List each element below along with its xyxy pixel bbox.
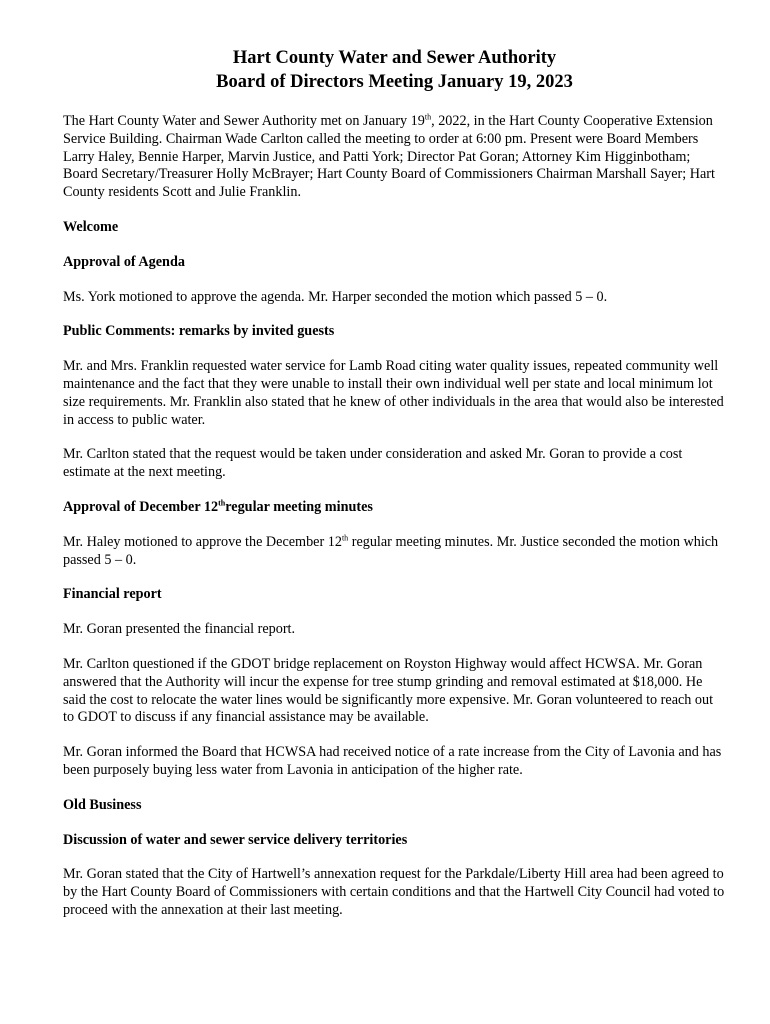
heading-approval-of-minutes — [63, 499, 726, 517]
title-line-1: Hart County Water and Sewer Authority — [232, 48, 557, 68]
document-title — [63, 46, 726, 94]
minutes-text-a: Mr. Haley motioned to approve the December 12 — [63, 533, 342, 550]
heading-old-business: Old Business — [63, 796, 142, 813]
heading-service-territories: Discussion of water and sewer service delivery territories — [63, 831, 408, 848]
title-line-2: Board of Directors Meeting January 19, 2023 — [216, 72, 573, 92]
minutes-paragraph — [63, 534, 726, 570]
intro-ordinal: th — [424, 112, 432, 122]
minutes-text-b: regular meeting minutes. Mr. Justice seconded the motion which passed 5 – 0. — [63, 533, 719, 568]
public-comments-paragraph-1: Mr. and Mrs. Franklin requested water service for Lamb Road citing water quality issues, repeated community well maintenance and the fact that they were unable to install their own individual well per state and local minimum lot size requirements. Mr. Franklin also stated that he knew of other individuals in the area that would also be interested in access to public water. — [63, 358, 724, 428]
intro-text-b: , 2022, in the Hart County Cooperative Extension Service Building. Chairman Wade Carlton called the meeting to order at 6:00 pm. Present were Board Members Larry Haley, Bennie Harper, Marvin Justice, and Patti York; Director Pat Goran; Attorney Kim Higginbotham; Board Secretary/Treasurer Holly McBrayer; Hart County Board of Commissioners Chairman Marshall Sayer; Hart County residents Scott and Julie Franklin. — [63, 113, 715, 201]
intro-text-a: The Hart County Water and Sewer Authority met on January 19 — [63, 113, 425, 129]
heading-approval-of-agenda: Approval of Agenda — [63, 253, 185, 270]
heading-welcome: Welcome — [63, 218, 119, 235]
minutes-heading-b: regular meeting minutes — [225, 498, 373, 515]
minutes-heading-ordinal: th — [218, 498, 226, 508]
financial-paragraph-3: Mr. Goran informed the Board that HCWSA had received notice of a rate increase from the City of Lavonia and has been purposely buying less water from Lavonia in anticipation of the higher rate. — [63, 744, 722, 778]
minutes-ordinal: th — [341, 533, 349, 543]
financial-paragraph-2: Mr. Carlton questioned if the GDOT bridge replacement on Royston Highway would affect HCWSA. Mr. Goran answered that the Authority will incur the expense for tree stump grinding and removal estimated at $18,000. He said the cost to relocate the water lines would be significantly more expensive. Mr. Goran volunteered to reach out to GDOT to discuss if any financial assistance may be available. — [63, 655, 714, 726]
financial-paragraph-1: Mr. Goran presented the financial report. — [63, 621, 296, 638]
heading-financial-report: Financial report — [63, 586, 162, 603]
minutes-heading-a: Approval of December 12 — [63, 498, 219, 515]
agenda-paragraph: Ms. York motioned to approve the agenda. Mr. Harper seconded the motion which passed 5 – 0. — [63, 288, 608, 305]
public-comments-paragraph-2: Mr. Carlton stated that the request would be taken under consideration and asked Mr. Goran to provide a cost estimate at the next meeting. — [63, 446, 683, 481]
territories-paragraph: Mr. Goran stated that the City of Hartwell’s annexation request for the Parkdale/Liberty Hill area had been agreed to by the Hart County Board of Commissioners with certain conditions and that the Hartwell City Council had voted to proceed with the annexation at their last meeting. — [63, 866, 725, 918]
intro-paragraph — [63, 113, 726, 202]
heading-public-comments: Public Comments: remarks by invited guests — [63, 323, 335, 340]
